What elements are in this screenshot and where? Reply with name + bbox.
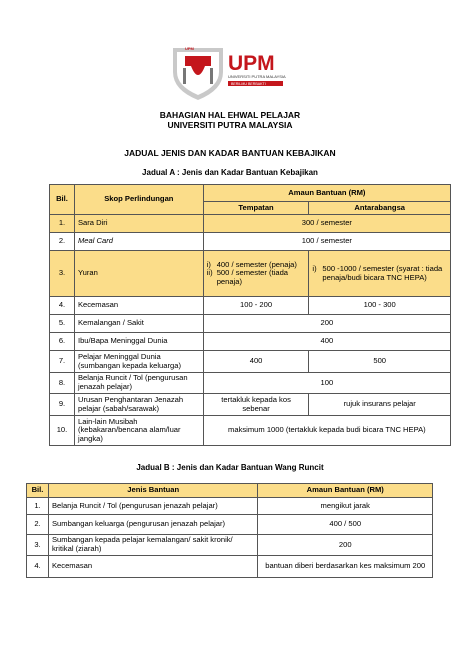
table-row: 3. Yuran i) 400 / semester (penaja) ii) 500 / semester (tiada penaja) i) 500 -1000 / semester (syarat : tiada penaja/budi bicara TNC HEPA) <box>50 251 451 297</box>
table-row: 1. Belanja Runcit / Tol (pengurusan jenazah pelajar) mengikut jarak <box>27 498 433 515</box>
document-title: JADUAL JENIS DAN KADAR BANTUAN KEBAJIKAN <box>124 148 336 158</box>
table-b-caption: Jadual B : Jenis dan Kadar Bantuan Wang Runcit <box>136 463 324 472</box>
col-tempatan: Tempatan <box>203 202 309 215</box>
table-row: 2. Sumbangan keluarga (pengurusan jenazah pelajar) 400 / 500 <box>27 515 433 535</box>
col-bil: Bil. <box>27 484 49 498</box>
logo-name: UNIVERSITI PUTRA MALAYSIA <box>228 74 286 79</box>
table-row: 2. Meal Card 100 / semester <box>50 233 451 251</box>
svg-text:UPM: UPM <box>185 46 194 51</box>
table-row: 6. Ibu/Bapa Meninggal Dunia 400 <box>50 333 451 351</box>
logo-motto: BERILMU BERBAKTI <box>231 82 266 86</box>
table-row: 4. Kecemasan bantuan diberi berdasarkan kes maksimum 200 <box>27 556 433 578</box>
table-row: 10. Lain-lain Musibah (kebakaran/bencana alam/luar jangka) maksimum 1000 (tertakluk kepada budi bicara TNC HEPA) <box>50 416 451 446</box>
col-antarabangsa: Antarabangsa <box>309 202 451 215</box>
col-skop: Skop Perlindungan <box>74 185 203 215</box>
table-row: 5. Kemalangan / Sakit 200 <box>50 315 451 333</box>
table-row: 1. Sara Diri 300 / semester <box>50 215 451 233</box>
table-row: 3. Sumbangan kepada pelajar kemalangan/ sakit kronik/ kritikal (ziarah) 200 <box>27 535 433 556</box>
upm-logo <box>171 44 291 102</box>
col-jenis: Jenis Bantuan <box>48 484 257 498</box>
col-bil: Bil. <box>50 185 75 215</box>
logo-acronym: UPM <box>228 52 275 75</box>
col-amaun: Amaun Bantuan (RM) <box>258 484 433 498</box>
table-row: 7. Pelajar Meninggal Dunia (sumbangan kepada keluarga) 400 500 <box>50 351 451 373</box>
table-row: 4. Kecemasan 100 - 200 100 - 300 <box>50 297 451 315</box>
header-line2: UNIVERSITI PUTRA MALAYSIA <box>167 120 293 130</box>
table-b <box>26 483 433 578</box>
table-row: 8. Belanja Runcit / Tol (pengurusan jenazah pelajar) 100 <box>50 373 451 394</box>
table-a-caption: Jadual A : Jenis dan Kadar Bantuan Kebajikan <box>142 168 318 177</box>
table-row: 9. Urusan Penghantaran Jenazah pelajar (sabah/sarawak) tertakluk kepada kos sebenar rujuk insurans pelajar <box>50 394 451 416</box>
col-amaun: Amaun Bantuan (RM) <box>203 185 450 202</box>
table-a <box>49 184 451 446</box>
header-line1: BAHAGIAN HAL EHWAL PELAJAR <box>159 110 301 120</box>
